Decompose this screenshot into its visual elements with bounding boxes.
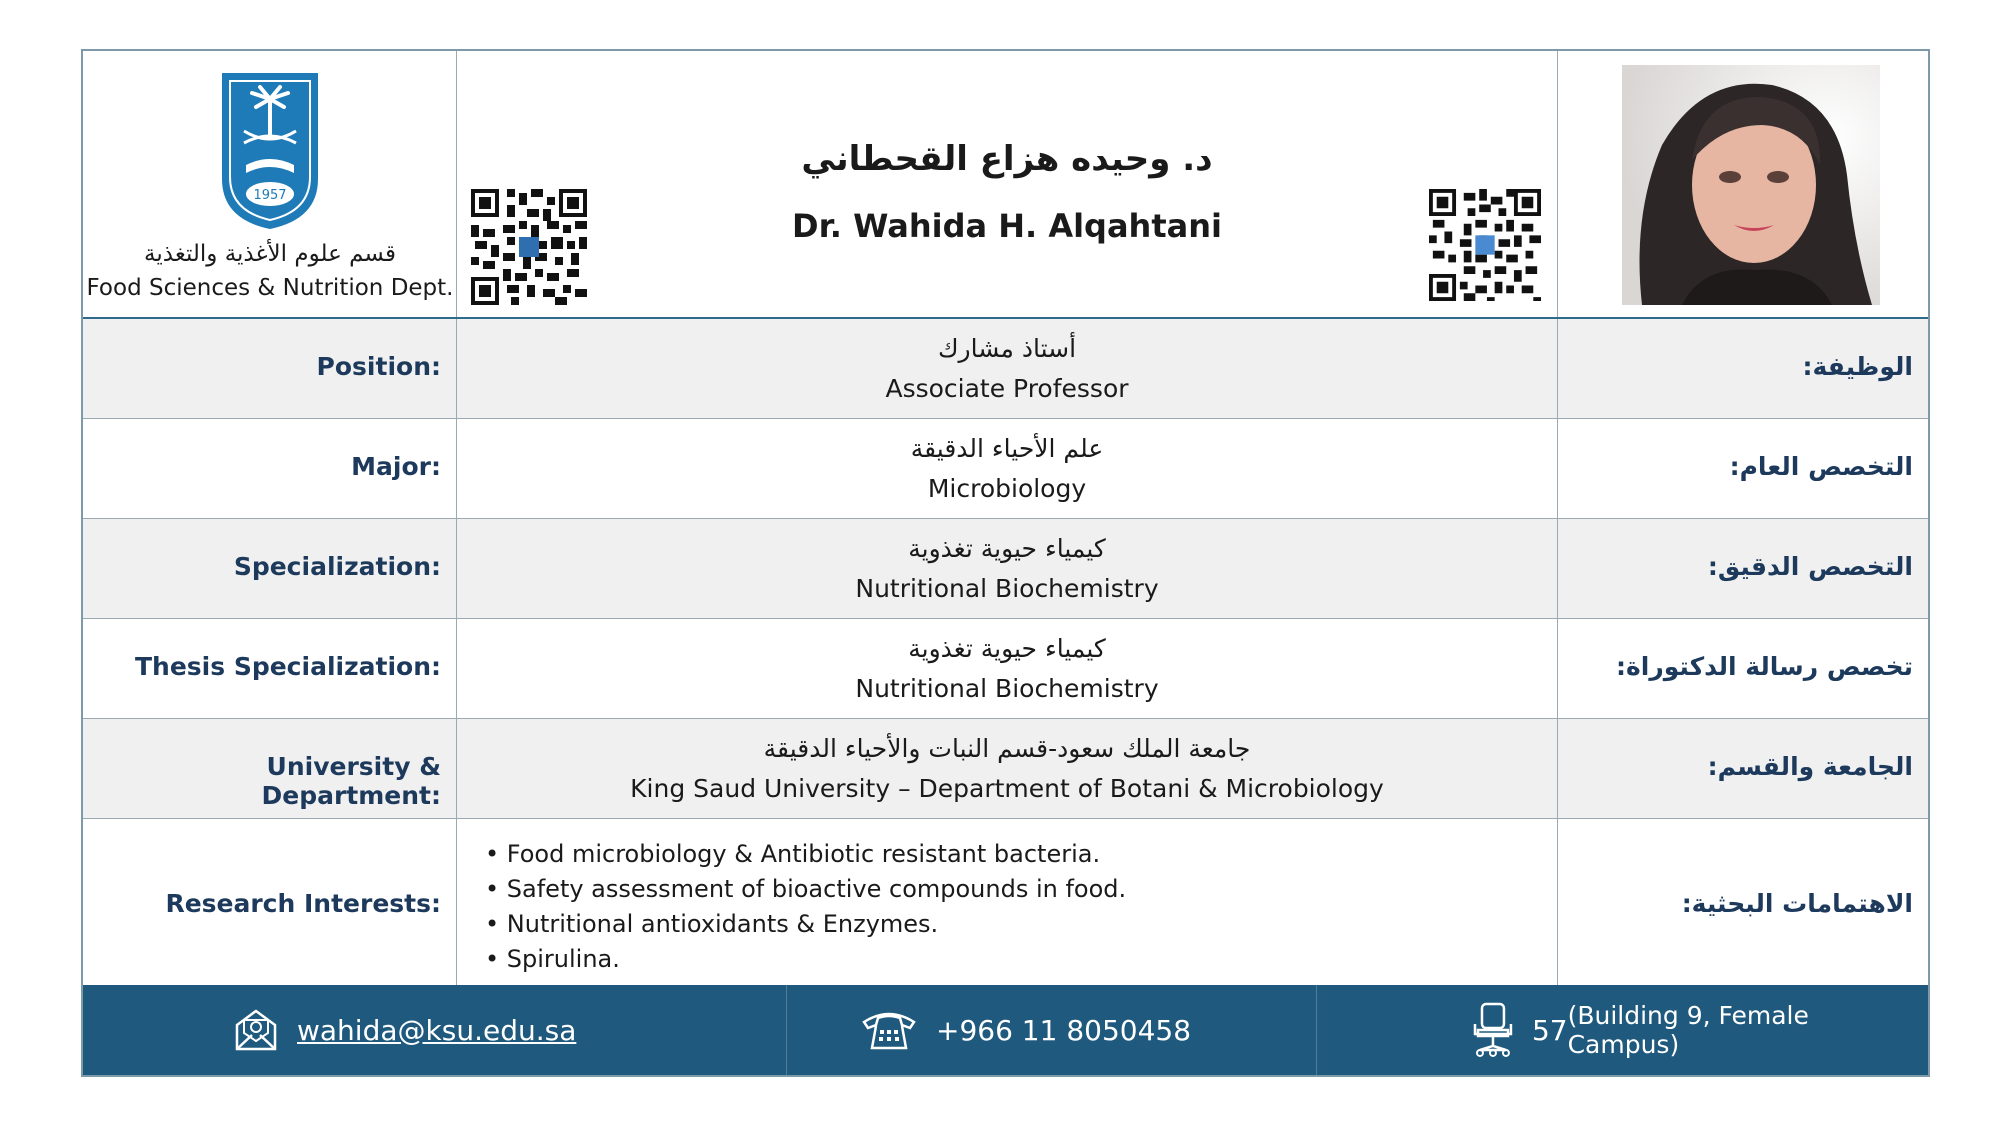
value-thesis — [457, 629, 1557, 709]
research-list — [485, 837, 1126, 977]
row-research-interests — [83, 819, 1928, 989]
row-specialization — [83, 519, 1928, 619]
envelope-at-icon — [233, 1007, 279, 1053]
value-position — [457, 329, 1557, 409]
profile-card — [81, 49, 1930, 1077]
value-english: Associate Professor — [885, 374, 1129, 403]
profile-photo — [1622, 65, 1880, 305]
name-arabic: د. وحيده هزاع القحطاني — [801, 139, 1213, 179]
department-name-english: Food Sciences & Nutrition Dept. — [86, 275, 454, 301]
office-chair-icon — [1472, 1002, 1514, 1058]
list-item: • Nutritional antioxidants & Enzymes. — [485, 910, 939, 938]
value-english: Microbiology — [927, 474, 1087, 503]
label-specialization-ar: التخصص الدقيق: — [1707, 552, 1913, 581]
contact-footer — [83, 985, 1928, 1075]
label-major-en: Major: — [351, 452, 441, 481]
row-thesis-specialization — [83, 619, 1928, 719]
value-university — [457, 729, 1557, 809]
ksu-logo-icon — [218, 69, 322, 231]
list-item: • Food microbiology & Antibiotic resistant bacteria. — [485, 840, 1101, 868]
list-item: • Spirulina. — [485, 945, 620, 973]
name-english: Dr. Wahida H. Alqahtani — [792, 207, 1222, 245]
email-link[interactable]: wahida@ksu.edu.sa — [297, 1013, 577, 1047]
qr-code-icon[interactable] — [1429, 189, 1541, 301]
office-location: (Building 9, Female Campus) — [1567, 1001, 1809, 1059]
office-contact — [1472, 985, 1928, 1075]
label-position-en: Position: — [316, 352, 441, 381]
label-university-en: University & Department: — [261, 752, 441, 810]
value-english: King Saud University – Department of Botani & Microbiology — [630, 774, 1384, 803]
label-research-en: Research Interests: — [165, 889, 441, 918]
phone-number[interactable]: +966 11 8050458 — [936, 1013, 1192, 1047]
label-specialization-en: Specialization: — [233, 552, 441, 581]
label-research-ar: الاهتمامات البحثية: — [1681, 889, 1913, 918]
value-arabic: كيمياء حيوية تغذوية — [908, 634, 1106, 663]
label-thesis-ar: تخصص رسالة الدكتوراة: — [1616, 652, 1913, 681]
value-english: Nutritional Biochemistry — [855, 674, 1159, 703]
value-arabic: أستاذ مشارك — [937, 334, 1077, 363]
value-arabic: جامعة الملك سعود-قسم النبات والأحياء الدقيقة — [763, 734, 1251, 763]
value-major — [457, 429, 1557, 509]
value-arabic: كيمياء حيوية تغذوية — [908, 534, 1106, 563]
profile-header — [83, 51, 1928, 319]
label-major-ar: التخصص العام: — [1729, 452, 1913, 481]
department-name-arabic: قسم علوم الأغذية والتغذية — [144, 241, 396, 267]
row-major — [83, 419, 1928, 519]
label-position-ar: الوظيفة: — [1802, 352, 1913, 381]
label-thesis-en: Thesis Specialization: — [134, 652, 441, 681]
office-number: 57 — [1531, 1013, 1568, 1047]
telephone-icon — [860, 1008, 918, 1052]
value-english: Nutritional Biochemistry — [855, 574, 1159, 603]
list-item: • Safety assessment of bioactive compounds in food. — [485, 875, 1127, 903]
phone-contact — [860, 985, 1191, 1075]
value-arabic: علم الأحياء الدقيقة — [910, 434, 1104, 463]
label-university-ar: الجامعة والقسم: — [1707, 752, 1913, 781]
department-logo-area — [83, 51, 457, 317]
row-university — [83, 719, 1928, 819]
svg-text:1957: 1957 — [253, 188, 287, 203]
email-contact — [233, 985, 576, 1075]
value-specialization — [457, 529, 1557, 609]
row-position — [83, 319, 1928, 419]
